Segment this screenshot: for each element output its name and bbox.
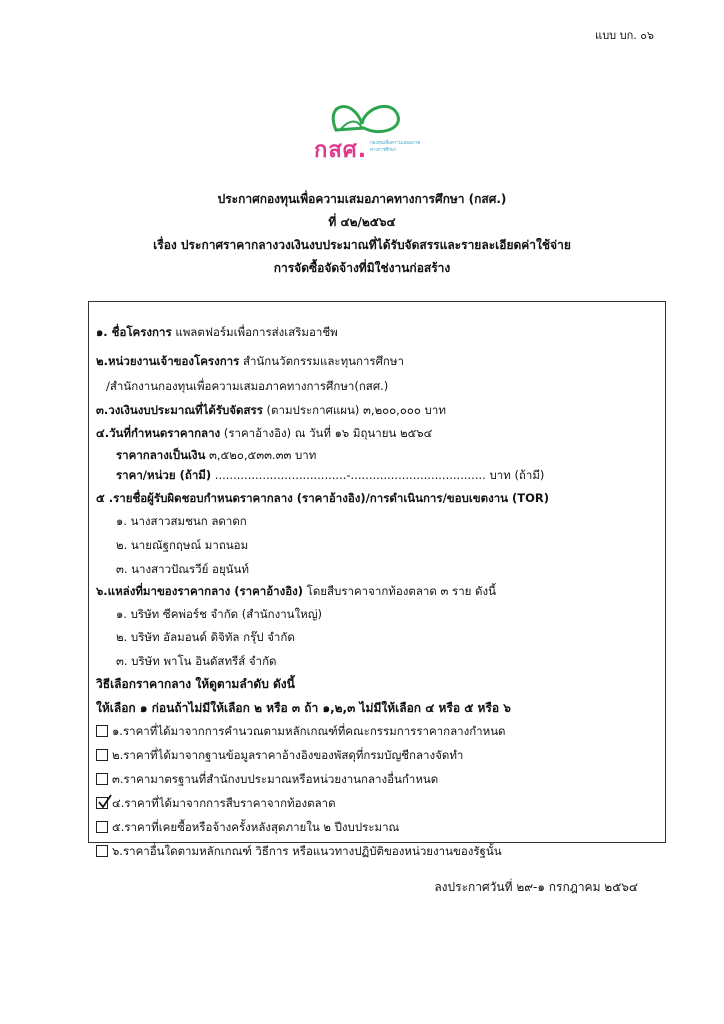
option-label: ๒.ราคาที่ได้มาจากฐานข้อมูลราคาอ้างอิงของพัสดุที่กรมบัญชีกลางจัดทำ [112, 748, 464, 762]
unit-price-label: ราคา/หน่วย (ถ้ามี) [116, 468, 212, 482]
budget-label: ๓.วงเงินงบประมาณที่ได้รับจัดสรร [96, 403, 263, 417]
option-row[interactable] [96, 771, 438, 789]
project-row [96, 324, 338, 342]
source-value: โดยสืบราคาจากท้องตลาด ๓ ราย ดังนี้ [306, 584, 496, 598]
committee-member: ๑. นางสาวสมชนก ลดาดก [116, 514, 247, 528]
project-value: แพลตฟอร์มเพื่อการส่งเสริมอาชีพ [175, 325, 338, 339]
option-row[interactable] [96, 747, 463, 765]
logo-subtext: ทางการศึกษา [370, 148, 397, 153]
date-row [96, 425, 432, 443]
checkbox[interactable] [96, 725, 108, 737]
owner-label: ๒.หน่วยงานเจ้าของโครงการ [96, 354, 240, 368]
source-row [96, 583, 496, 601]
owner-row [96, 353, 404, 371]
checkbox[interactable] [96, 749, 108, 761]
option-row[interactable] [96, 723, 506, 741]
checkbox[interactable] [96, 821, 108, 833]
budget-row [96, 402, 446, 420]
source-label: ๖.แหล่งที่มาของราคากลาง (ราคาอ้างอิง) [96, 584, 303, 598]
option-label: ๖.ราคาอื่นใดตามหลักเกณฑ์ วิธีการ หรือแนวทางปฏิบัติของหน่วยงานของรัฐนั้น [112, 844, 502, 858]
option-label: ๔.ราคาที่ได้มาจากการสืบราคาจากท้องตลาด [112, 796, 336, 810]
source-company: ๒. บริษัท อัลมอนด์ ดิจิทัล กรุ๊ป จำกัด [116, 630, 295, 644]
date-label: ๔.วันที่กำหนดราคากลาง [96, 426, 221, 440]
option-label: ๑.ราคาที่ได้มาจากการคำนวณตามหลักเกณฑ์ที่คณะกรรมการราคากลางกำหนด [112, 724, 506, 738]
owner-value: สำนักนวัตกรรมและทุนการศึกษา [242, 354, 404, 368]
method-title: วิธีเลือกราคากลาง ให้ดูตามลำดับ ดังนี้ [96, 677, 295, 691]
unit-price-row [116, 467, 544, 485]
logo-text: กสศ. [314, 138, 368, 163]
checkbox[interactable] [96, 773, 108, 785]
committee-member: ๒. นายณัฐกฤษณ์ มาถนอม [116, 538, 249, 552]
checkbox-checked[interactable] [96, 797, 108, 809]
logo-subtext: กองทุนเพื่อความเสมอภาค [370, 141, 421, 146]
form-code: แบบ บก. ๐๖ [595, 29, 654, 42]
budget-value: (ตามประกาศแผน) ๓,๒๐๐,๐๐๐ บาท [266, 403, 446, 417]
announcement-subject: เรื่อง ประกาศราคากลางวงเงินงบประมาณที่ได้รับจัดสรรและรายละเอียดค่าใช้จ่าย [153, 238, 571, 252]
option-row[interactable] [96, 795, 336, 813]
source-company: ๑. บริษัท ซีคพ่อร์ช จำกัด (สำนักงานใหญ่) [116, 607, 323, 621]
unit-price-value: ....................................-..................................... บาท (ถ้ามี) [214, 468, 545, 482]
announcement-subject-line2: การจัดซื้อจัดจ้างที่มิใช่งานก่อสร้าง [273, 261, 451, 275]
committee-label: ๕ .รายชื่อผู้รับผิดชอบกำหนดราคากลาง (ราคาอ้างอิง)/การดำเนินการ/ขอบเขตงาน (TOR) [96, 491, 550, 505]
project-label: ๑. ชื่อโครงการ [96, 325, 172, 339]
price-row [116, 447, 316, 465]
date-value: (ราคาอ้างอิง) ณ วันที่ ๑๖ มิถุนายน ๒๕๖๔ [223, 426, 433, 440]
announcement-number: ที่ ๔๒/๒๕๖๔ [328, 215, 396, 229]
source-company: ๓. บริษัท พาโน อินดัสทรีส์ จำกัด [116, 654, 277, 668]
method-rule: ให้เลือก ๑ ก่อนถ้าไม่มีให้เลือก ๒ หรือ ๓ ถ้า ๑,๒,๓ ไม่มีให้เลือก ๔ หรือ ๕ หรือ ๖ [96, 701, 511, 715]
announce-date: ลงประกาศวันที่ ๒๙-๑ กรกฎาคม ๒๕๖๔ [434, 880, 638, 894]
option-row[interactable] [96, 843, 502, 861]
committee-member: ๓. นางสาวปัณรวีย์ อยุนันท์ [116, 562, 249, 576]
owner-value-line2: /สำนักงานกองทุนเพื่อความเสมอภาคทางการศึกษา(กสศ.) [106, 379, 389, 393]
checkbox[interactable] [96, 845, 108, 857]
price-label: ราคากลางเป็นเงิน [116, 448, 206, 462]
option-row[interactable] [96, 819, 399, 837]
option-label: ๓.ราคามาตรฐานที่สำนักงบประมาณหรือหน่วยงานกลางอื่นกำหนด [112, 772, 439, 786]
checkmark-icon [97, 794, 113, 810]
price-value: ๓,๕๒๐,๕๓๓.๓๓ บาท [209, 448, 317, 462]
option-label: ๕.ราคาที่เคยซื้อหรือจ้างครั้งหลังสุดภายใน ๒ ปีงบประมาณ [112, 820, 400, 834]
announcement-title: ประกาศกองทุนเพื่อความเสมอภาคทางการศึกษา (กสศ.) [217, 192, 507, 206]
